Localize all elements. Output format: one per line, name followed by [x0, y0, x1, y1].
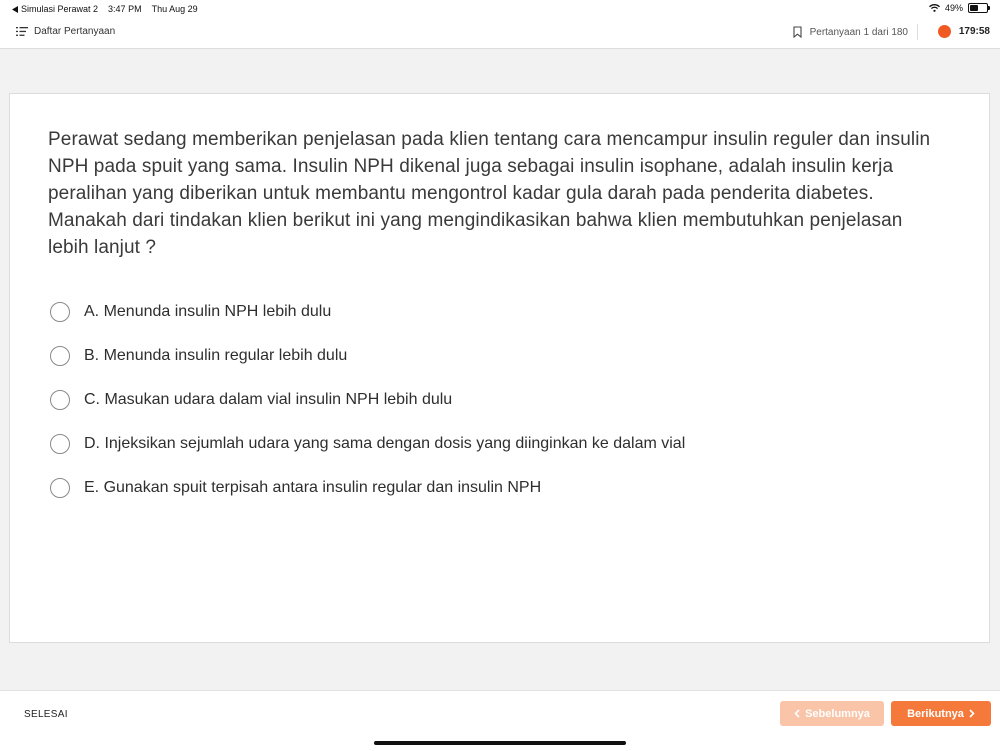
radio-button[interactable]: [50, 434, 70, 454]
header-bar: [0, 18, 1000, 49]
question-counter: [793, 26, 908, 38]
option-label: C. Masukan udara dalam vial insulin NPH lebih dulu: [84, 391, 453, 408]
list-icon: [16, 27, 28, 36]
header-divider: [917, 24, 918, 40]
timer-value: 179:58: [958, 26, 990, 37]
radio-button[interactable]: [50, 478, 70, 498]
question-list-button[interactable]: [16, 26, 115, 37]
question-card: [9, 93, 990, 643]
timer-dot-icon: [938, 25, 951, 38]
battery-icon: [968, 3, 988, 13]
radio-button[interactable]: [50, 346, 70, 366]
option-b[interactable]: [50, 334, 685, 378]
next-button[interactable]: [891, 701, 991, 726]
back-to-app-link[interactable]: [12, 4, 98, 14]
question-text: Perawat sedang memberikan penjelasan pada klien tentang cara mencampur insulin reguler dan insulin NPH pada spuit yang sama. Insulin NPH dikenal juga sebagai insulin isophane, adalah insulin kerja peralihan yang diberikan untuk membantu mengontrol kadar gula darah pada penderita diabetes. Manakah dari tindakan klien berikut ini yang mengindikasikan bahwa klien membutuhkan penjelasan lebih lanjut ?: [48, 129, 931, 258]
status-bar: [0, 0, 1000, 18]
option-e[interactable]: [50, 466, 685, 510]
previous-button[interactable]: [780, 701, 884, 726]
bookmark-icon[interactable]: [793, 26, 802, 38]
chevron-left-icon: [794, 709, 800, 718]
question-list-label: Daftar Pertanyaan: [34, 26, 116, 37]
back-app-label: Simulasi Perawat 2: [21, 4, 99, 14]
footer-bar: [0, 690, 1000, 751]
option-label: B. Menunda insulin regular lebih dulu: [84, 347, 348, 364]
option-d[interactable]: [50, 422, 685, 466]
previous-button-label: Sebelumnya: [805, 707, 870, 720]
back-triangle-icon: [12, 6, 18, 13]
status-date: Thu Aug 29: [151, 4, 198, 14]
chevron-right-icon: [969, 709, 975, 718]
finish-button[interactable]: SELESAI: [24, 709, 68, 720]
option-c[interactable]: [50, 378, 685, 422]
status-time: 3:47 PM: [108, 4, 142, 14]
option-a[interactable]: [50, 290, 685, 334]
battery-percent: 49%: [944, 3, 963, 13]
radio-button[interactable]: [50, 390, 70, 410]
option-label: D. Injeksikan sejumlah udara yang sama dengan dosis yang diinginkan ke dalam vial: [84, 435, 686, 452]
question-counter-label: Pertanyaan 1 dari 180: [809, 26, 908, 38]
next-button-label: Berikutnya: [907, 707, 964, 720]
option-label: A. Menunda insulin NPH lebih dulu: [84, 303, 332, 320]
home-indicator: [374, 741, 626, 745]
answer-options: [50, 290, 685, 510]
radio-button[interactable]: [50, 302, 70, 322]
exam-timer: [938, 25, 990, 38]
option-label: E. Gunakan spuit terpisah antara insulin regular dan insulin NPH: [84, 479, 542, 496]
wifi-icon: [929, 4, 940, 12]
